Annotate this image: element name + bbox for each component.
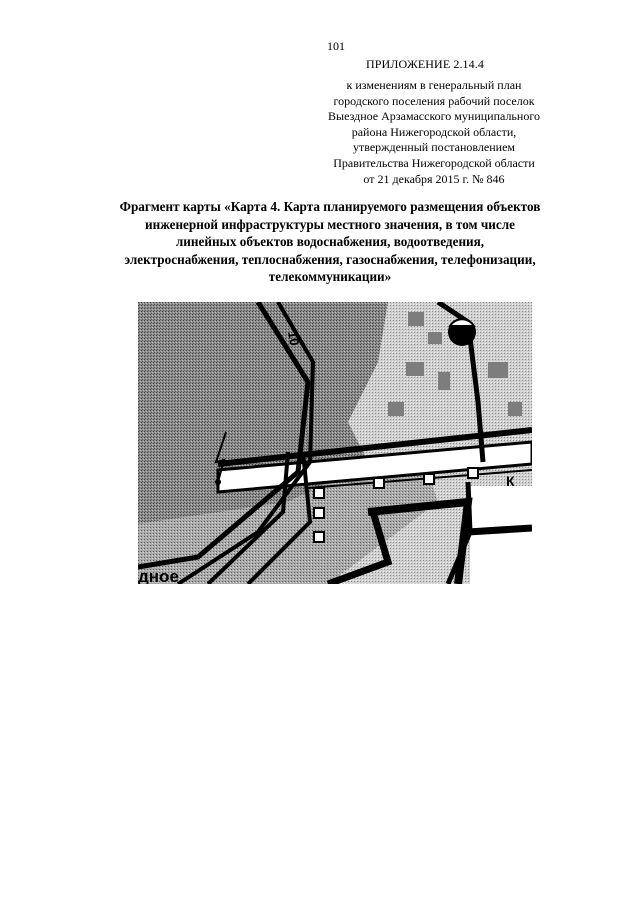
map-label-line: 10 [285,329,303,347]
building [508,402,522,416]
appendix-line: утвержденный постановлением [353,140,515,155]
appendix-line: к изменениям в генеральный план [346,78,522,92]
map-title-line: телекоммуникации» [268,269,392,284]
appendix-line: от 21 декабря 2015 г. № 846 [363,171,505,186]
map-title [70,198,590,286]
appendix-description [318,78,550,187]
pipeline-node [314,488,324,498]
building [406,362,424,376]
substation-point [215,479,221,485]
appendix-line: городского поселения рабочий поселок [333,93,535,108]
pipeline-node [314,532,324,542]
map-label-road: К [506,473,515,489]
appendix-title: ПРИЛОЖЕНИЕ 2.14.4 [366,57,484,71]
map-title-line: инженерной инфраструктуры местного значения, в том числе [145,216,515,232]
appendix-line: Выездное Арзамасского муниципального [328,109,540,124]
building [428,332,442,344]
heat-line [468,528,532,532]
white-plot [470,486,532,584]
map-label-place: дное [138,567,179,584]
map-fragment [138,302,532,584]
page-number: 101 [327,39,345,53]
pipeline-node [314,508,324,518]
pipeline-node [424,474,434,484]
building [488,362,508,378]
map-title-line: Фрагмент карты «Карта 4. Карта планируемого размещения объектов [119,199,541,214]
pipeline-node [468,468,478,478]
pipeline-node [374,478,384,488]
map-title-line: линейных объектов водоснабжения, водоотведения, [175,234,485,249]
building [388,402,404,416]
appendix-line: Правительства Нижегородской области [333,155,535,170]
building [408,312,424,326]
map-title-line: электроснабжения, теплоснабжения, газоснабжения, телефонизации, [124,251,536,267]
appendix-line: района Нижегородской области, [351,124,517,139]
building [438,372,450,390]
